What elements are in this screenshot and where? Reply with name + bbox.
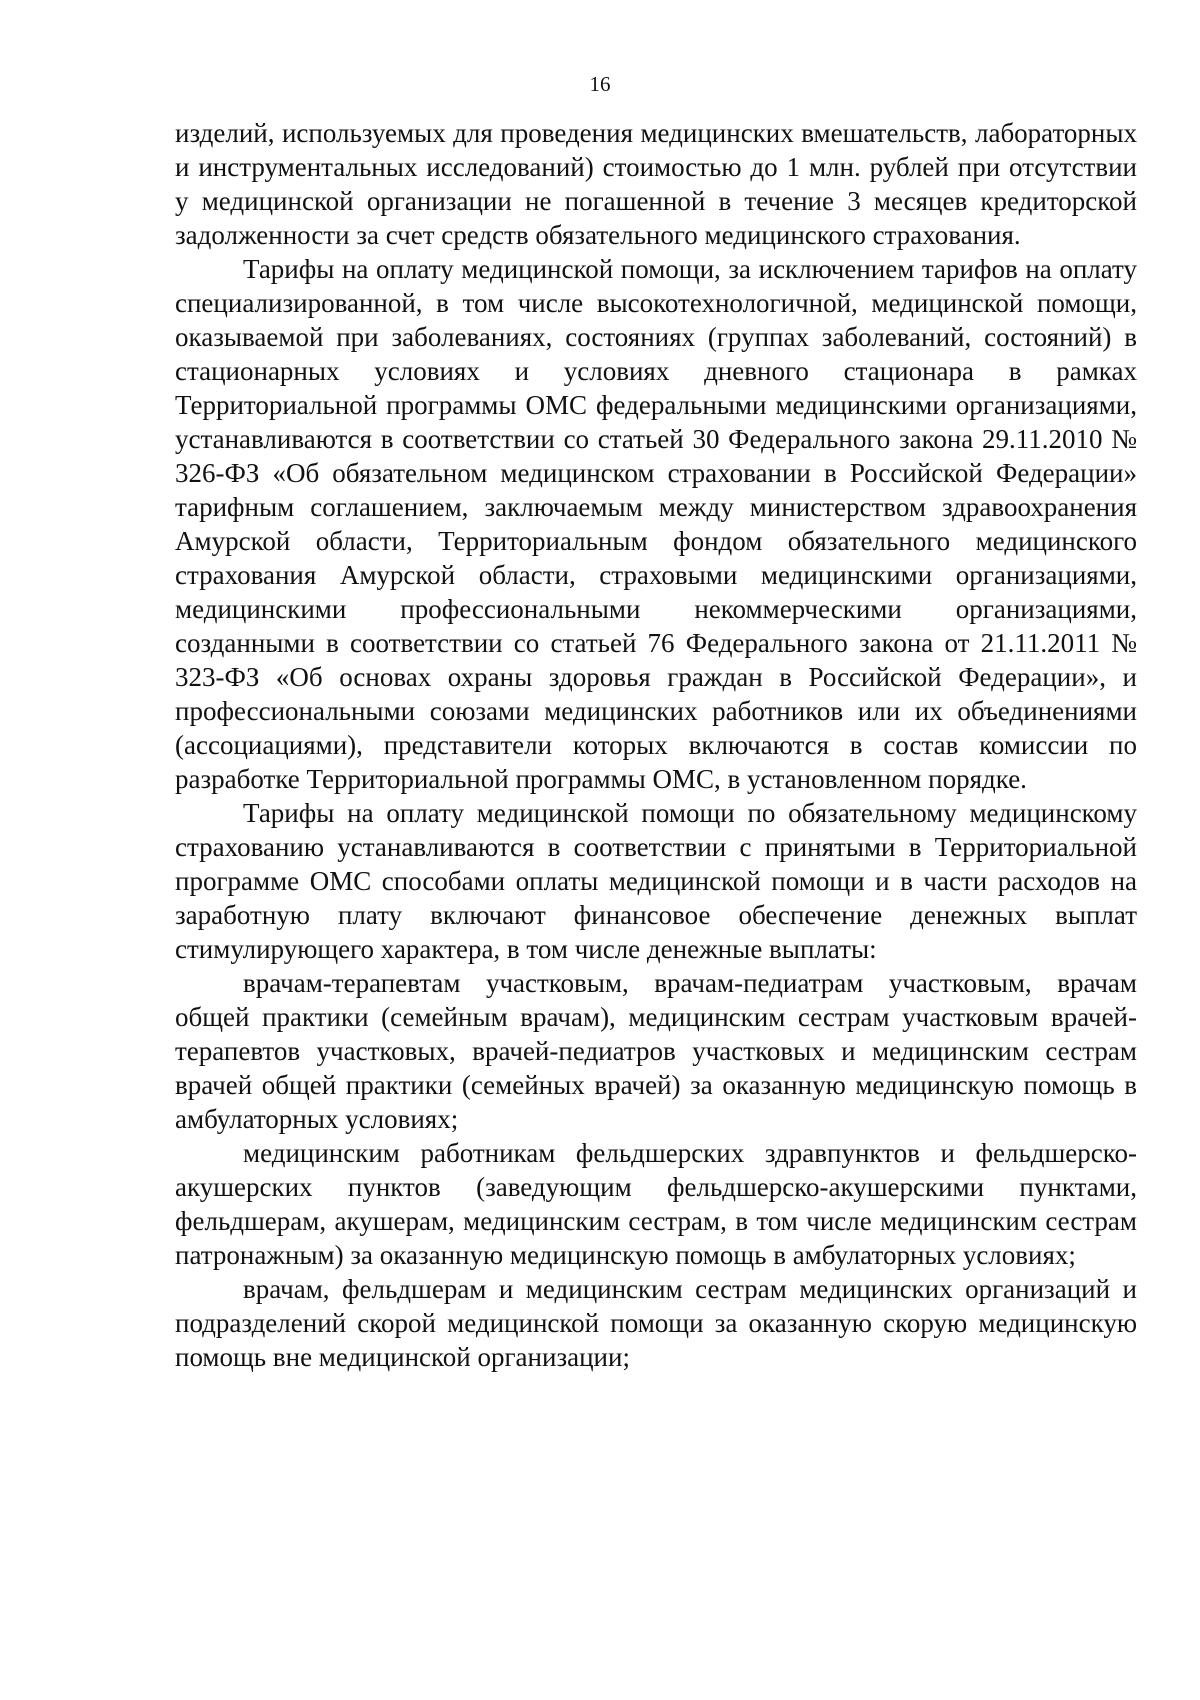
page-number: 16 [589,72,611,96]
paragraph-tariffs-agreement: Тарифы на оплату медицинской помощи, за исключением тарифов на оплату специализированной, в том числе высокотехнологичной, медицинской помощи, оказываемой при заболеваниях, состояниях (группах заболеваний, состояний) в стационарных условиях и условиях дневного стационара в рамках Территориальной программы ОМС федеральными медицинскими организациями, устанавливаются в соответствии со статьей 30 Федерального закона 29.11.2010 № 326-ФЗ «Об обязательном медицинском страховании в Российской Федерации» тарифным соглашением, заключаемым между министерством здравоохранения Амурской области, Территориальным фондом обязательного медицинского страхования Амурской области, страховыми медицинскими организациями, медицинскими профессиональными некоммерческими организациями, созданными в соответствии со статьей 76 Федерального закона от 21.11.2011 № 323-ФЗ «Об основах охраны здоровья граждан в Российской Федерации», и профессиональными союзами медицинских работников или их объединениями (ассоциациями), представители которых включаются в состав комиссии по разработке Территориальной программы ОМС, в установленном порядке. [175,254,1137,794]
document-body [175,116,1137,1374]
paragraph-list-item-feldsher-stations: медицинским работникам фельдшерских здравпунктов и фельдшерско-акушерских пунктов (заведующим фельдшерско-акушерскими пунктами, фельдшерам, акушерам, медицинским сестрам, в том числе медицинским сестрам патронажным) за оказанную медицинскую помощь в амбулаторных условиях; [175,1138,1137,1270]
paragraph-list-item-emergency: врачам, фельдшерам и медицинским сестрам медицинских организаций и подразделений скорой медицинской помощи за оказанную скорую медицинскую помощь вне медицинской организации; [175,1274,1137,1372]
paragraph-list-item-therapists: врачам-терапевтам участковым, врачам-педиатрам участковым, врачам общей практики (семейным врачам), медицинским сестрам участковым врачей-терапевтов участковых, врачей-педиатров участковых и медицинским сестрам врачей общей практики (семейных врачей) за оказанную медицинскую помощь в амбулаторных условиях; [175,968,1137,1134]
paragraph-continuation: изделий, используемых для проведения медицинских вмешательств, лабораторных и инструментальных исследований) стоимостью до 1 млн. рублей при отсутствии у медицинской организации не погашенной в течение 3 месяцев кредиторской задолженности за счет средств обязательного медицинского страхования. [175,118,1137,250]
paragraph-tariffs-oms: Тарифы на оплату медицинской помощи по обязательному медицинскому страхованию устанавливаются в соответствии с принятыми в Территориальной программе ОМС способами оплаты медицинской помощи и в части расходов на заработную плату включают финансовое обеспечение денежных выплат стимулирующего характера, в том числе денежные выплаты: [175,798,1137,964]
